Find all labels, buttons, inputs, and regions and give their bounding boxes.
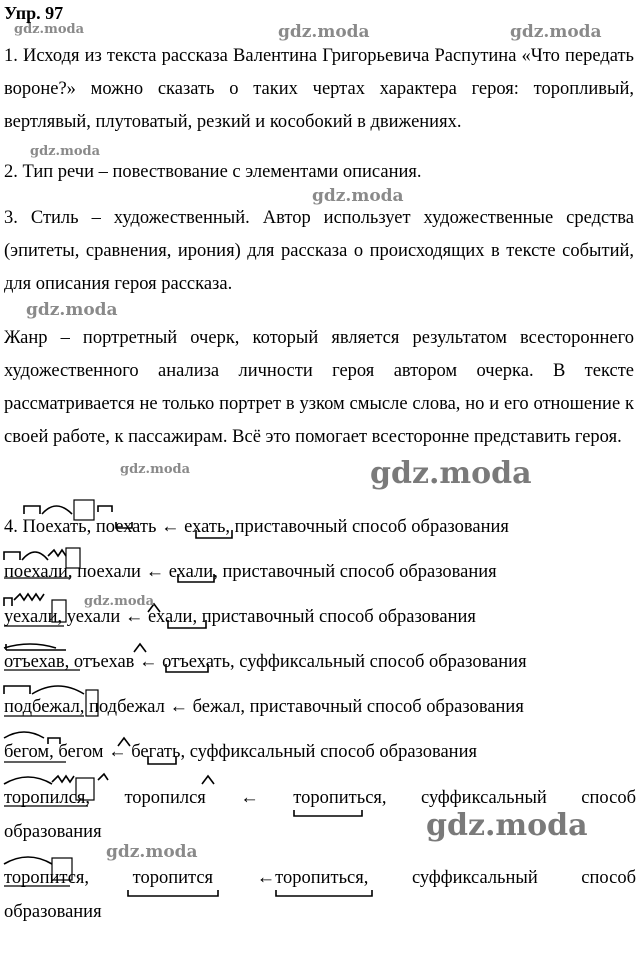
watermark: gdz.moda: [370, 456, 532, 491]
watermark: gdz.moda: [312, 186, 404, 206]
exercise-title: Упр. 97: [4, 3, 64, 23]
watermark: gdz.moda: [510, 22, 602, 42]
answer-paragraph-3: 3. Стиль – художественный. Автор использует художественные средства (эпитеты, сравнения, ирония) для рассказа о происходящих в тексте событий, для описания героя рассказа.: [4, 208, 634, 294]
word-analysis-line-8: торопится, торопится ←торопиться, суффиксальный способ: [4, 868, 636, 888]
watermark: gdz.moda: [30, 144, 101, 159]
watermark: gdz.moda: [278, 22, 370, 42]
word-analysis-line-5: подбежал, подбежал ← бежал, приставочный способ образования: [4, 697, 524, 717]
watermark: gdz.moda: [106, 842, 198, 862]
watermark: gdz.moda: [84, 594, 155, 609]
word-analysis-line-3: уехали, уехали ← ехали, приставочный способ образования: [4, 607, 476, 627]
word-analysis-line-6: бегом, бегом ← бегать, суффиксальный способ образования: [4, 742, 477, 762]
answer-paragraph-2: 2. Тип речи – повествование с элементами описания.: [4, 162, 422, 182]
watermark: gdz.moda: [14, 22, 85, 37]
word-analysis-line-7-continued: образования: [4, 822, 102, 842]
answer-paragraph-4: Жанр – портретный очерк, который является результатом всестороннего художественного анализа личности героя автором очерка. В тексте рассматривается не только портрет в узком смысле слова, но и его отношение к своей работе, к пассажирам. Всё это помогает всесторонне представить героя.: [4, 328, 634, 447]
word-analysis-line-2: поехали, поехали ← ехали, приставочный способ образования: [4, 562, 497, 582]
word-analysis-line-4: отъехав, отъехав ← отъехать, суффиксальный способ образования: [4, 652, 527, 672]
watermark: gdz.moda: [120, 462, 191, 477]
word-analysis-line-1: 4. Поехать, поехать ← ехать, приставочный способ образования: [4, 517, 509, 537]
watermark: gdz.moda: [26, 300, 118, 320]
word-analysis-line-7: торопился, торопился ← торопиться, суффиксальный способ: [4, 788, 636, 808]
word-analysis-line-8-continued: образования: [4, 902, 102, 922]
answer-paragraph-1: 1. Исходя из текста рассказа Валентина Григорьевича Распутина «Что передать вороне?» можно сказать о таких чертах характера героя: торопливый, вертлявый, плутоватый, резкий и кособокий в движениях.: [4, 46, 634, 132]
watermark: gdz.moda: [426, 808, 588, 843]
